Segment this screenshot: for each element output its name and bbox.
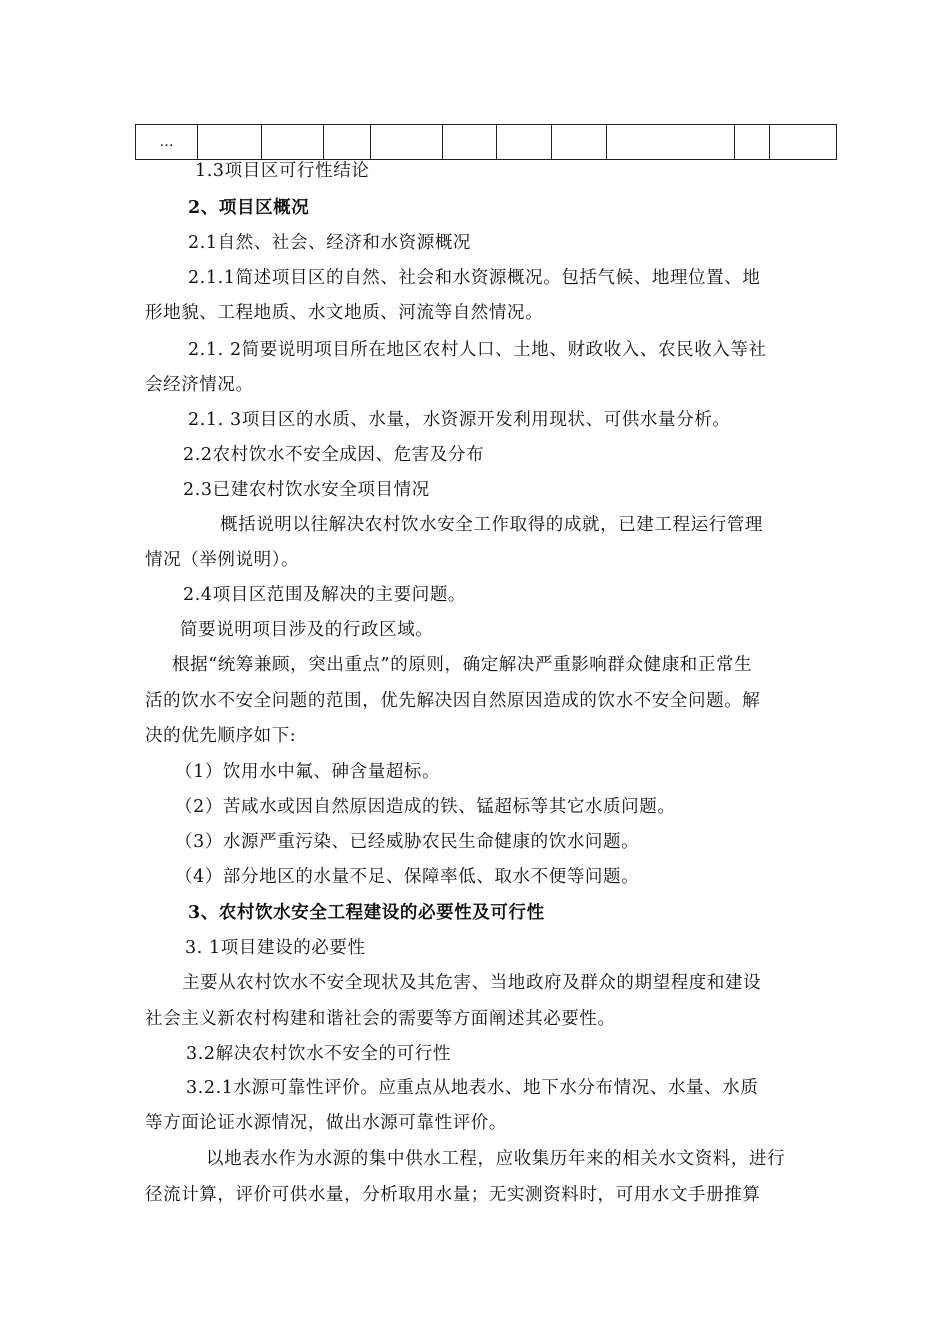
table-cell xyxy=(324,125,371,160)
paragraph-line: 2.1. 3项目区的水质、水量，水资源开发利用现状、可供水量分析。 xyxy=(188,410,731,430)
table-cell xyxy=(735,125,770,160)
section-heading: 1.3项目区可行性结论 xyxy=(195,161,370,181)
paragraph-line: 3.2.1水源可靠性评价。应重点从地表水、地下水分布情况、水量、水质 xyxy=(186,1078,759,1098)
paragraph-line: 情况（举例说明）。 xyxy=(145,550,300,570)
paragraph-line: 主要从农村饮水不安全现状及其危害、当地政府及群众的期望程度和建设 xyxy=(182,973,762,993)
paragraph-line: 活的饮水不安全问题的范围，优先解决因自然原因造成的饮水不安全问题。解 xyxy=(145,691,761,711)
paragraph-line: 形地貌、工程地质、水文地质、河流等自然情况。 xyxy=(145,303,544,323)
section-heading: 2.4项目区范围及解决的主要问题。 xyxy=(183,585,467,605)
paragraph-line: 会经济情况。 xyxy=(145,375,254,395)
paragraph-line: 概括说明以往解决农村饮水安全工作取得的成就，已建工程运行管理 xyxy=(220,515,763,535)
paragraph-line: 等方面论证水源情况，做出水源可靠性评价。 xyxy=(145,1113,507,1133)
section-heading: 3.2解决农村饮水不安全的可行性 xyxy=(186,1044,451,1064)
table-cell xyxy=(770,125,837,160)
section-heading: 2.1自然、社会、经济和水资源概况 xyxy=(188,233,472,253)
table-fragment xyxy=(135,124,837,160)
paragraph-line: 2.1.1简述项目区的自然、社会和水资源概况。包括气候、地理位置、地 xyxy=(188,268,761,288)
table-cell xyxy=(552,125,607,160)
list-item: （1）饮用水中氟、砷含量超标。 xyxy=(175,762,441,782)
table-cell: … xyxy=(136,125,198,160)
paragraph-line: 2.1. 2简要说明项目所在地区农村人口、土地、财政收入、农民收入等社 xyxy=(188,340,767,360)
section-heading: 2.3已建农村饮水安全项目情况 xyxy=(183,480,430,500)
table-row xyxy=(136,125,837,160)
list-item: （4）部分地区的水量不足、保障率低、取水不便等问题。 xyxy=(175,867,640,887)
section-heading: 2.2农村饮水不安全成因、危害及分布 xyxy=(183,445,485,465)
section-heading: 3. 1项目建设的必要性 xyxy=(185,938,366,958)
paragraph-line: 社会主义新农村构建和谐社会的需要等方面阐述其必要性。 xyxy=(145,1009,616,1029)
list-item: （3）水源严重污染、已经威胁农民生命健康的饮水问题。 xyxy=(175,832,640,852)
list-item: （2）苦咸水或因自然原因造成的铁、锰超标等其它水质问题。 xyxy=(175,797,676,817)
table-cell xyxy=(371,125,443,160)
table-cell xyxy=(497,125,552,160)
paragraph-line: 简要说明项目涉及的行政区域。 xyxy=(180,620,434,640)
paragraph-line: 决的优先顺序如下: xyxy=(145,726,297,746)
paragraph-line: 根据“统筹兼顾，突出重点”的原则，确定解决严重影响群众健康和正常生 xyxy=(172,655,753,675)
table-cell xyxy=(198,125,262,160)
paragraph-line: 径流计算，评价可供水量，分析取用水量；无实测资料时，可用水文手册推算 xyxy=(145,1185,761,1205)
table-cell xyxy=(607,125,735,160)
table-cell xyxy=(443,125,497,160)
paragraph-line: 以地表水作为水源的集中供水工程，应收集历年来的相关水文资料，进行 xyxy=(206,1149,786,1169)
table-cell xyxy=(262,125,324,160)
section-heading: 3、农村饮水安全工程建设的必要性及可行性 xyxy=(188,903,545,923)
section-heading: 2、项目区概况 xyxy=(188,198,310,218)
